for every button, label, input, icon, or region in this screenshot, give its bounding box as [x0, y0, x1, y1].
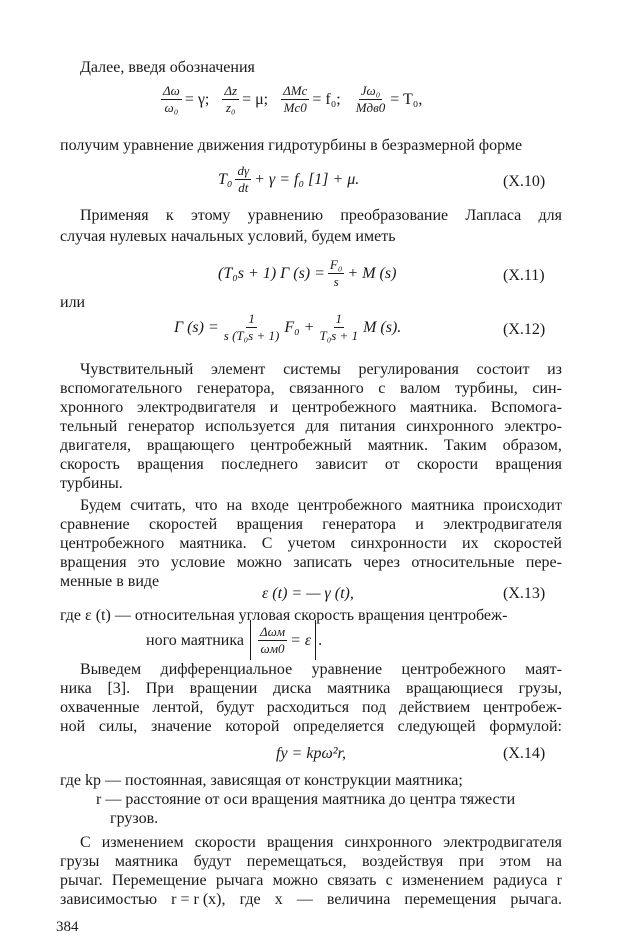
def-rhs-gamma: = γ;: [184, 91, 210, 108]
eq12-rest: M (s).: [363, 319, 402, 336]
paragraph-line: хронного электродвигателя и центробежного маятника. Вспомога-: [60, 399, 562, 416]
where-r-line-2: грузов.: [110, 810, 159, 827]
eq10-t0: T₀: [218, 171, 233, 188]
paragraph-line: турбины.: [60, 475, 123, 492]
paragraph-line: Будем считать, что на входе центробежного маятника происходит: [80, 497, 562, 514]
equation-x13: ε (t) = — γ (t),: [262, 585, 354, 602]
paragraph-line: скорость вращения последнего зависит от скорости вращения: [60, 456, 562, 473]
where-r-line: r — расстояние от оси вращения маятника до центра тяжести: [96, 791, 516, 808]
paragraph-line: Чувствительный элемент системы регулирования состоит из: [80, 361, 562, 378]
equation-number-x10: (X.10): [503, 173, 546, 190]
equation-number-x12: (X.12): [503, 321, 546, 338]
equation-number-x14: (X.14): [503, 745, 546, 762]
equation-number-x13: (X.13): [503, 585, 546, 602]
def-rhs-f0: = f₀;: [312, 91, 341, 108]
word-or: или: [60, 294, 86, 311]
def-fraction-omega: $\frac{\Delta\omega}{\text{ω₀}}$: [163, 83, 180, 115]
eq12-mid: F₀ +: [284, 319, 315, 336]
eps-after: .: [318, 631, 323, 649]
abs-expression: [250, 620, 316, 660]
equation-number-x11: (X.11): [503, 267, 545, 284]
def-rhs-mu: = μ;: [242, 91, 269, 108]
eq10-fraction: $\frac{d\gamma}{dt}$: [237, 163, 250, 195]
where-eps-line: где ε (t) — относительная угловая скорость вращения центробеж-: [60, 607, 508, 624]
eq12-fraction-1: $\frac{1}{\text{s (T₀s + 1)}}$: [223, 311, 280, 343]
def-rhs-t0: = T₀,: [390, 91, 423, 108]
equation-x11: [218, 258, 396, 289]
def-fraction-j: $\frac{\text{Jω₀}}{\text{Mдв0}}$: [355, 83, 386, 115]
equation-x14: fy = kpω²r,: [276, 745, 346, 762]
eq10-rest: + γ = f₀ [1] + μ.: [254, 171, 360, 188]
equation-x10: [218, 164, 359, 195]
paragraph-line: сравнение скоростей вращения генератора и электродвигателя: [60, 516, 562, 533]
where-kp-line: где kp — постоянная, зависящая от конструкции маятника;: [60, 772, 463, 789]
paragraph-line: ника [3]. При вращении диска маятника вращающиеся грузы,: [60, 680, 562, 697]
eq12-lhs: Γ (s) =: [174, 319, 219, 336]
equation-x12: [174, 312, 401, 343]
paragraph-line: случая нулевых начальных условий, будем иметь: [60, 228, 396, 245]
eq12-fraction-2: $\frac{1}{\text{T₀s + 1}}$: [319, 311, 359, 343]
paragraph-line: двигателя, вращающего центробежный маятник. Таким образом,: [60, 437, 562, 454]
paragraph-line: вращения это условие можно записать через относительные пере-: [60, 554, 562, 571]
paragraph-line: охваченные лентой, будут расходиться под действием центробеж-: [60, 699, 562, 716]
eq11-fraction: $\frac{\text{F₀}}{s}$: [329, 257, 343, 289]
paragraph-line: Выведем дифференциальное уравнение центробежного маят-: [80, 661, 562, 678]
paragraph-line: тельный генератор используется для питания синхронного электро-: [60, 418, 562, 435]
def-fraction-z: $\frac{\Delta z}{\text{z₀}}$: [224, 83, 238, 115]
where-eps-text: ного маятника: [146, 631, 244, 649]
paragraph-line: грузы маятника будут перемещаться, воздействуя при этом на: [60, 853, 562, 870]
paragraph-line: С изменением скорости вращения синхронного электродвигателя: [80, 834, 562, 851]
def-fraction-mc: $\frac{\text{ΔMc}}{Mc0}$: [283, 83, 308, 115]
intro-line: Далее, введя обозначения: [80, 59, 255, 76]
eq11-rest: + M (s): [347, 265, 397, 282]
paragraph-line: центробежного маятника. С учетом синхронности их скоростей: [60, 535, 562, 552]
eps-fraction: $\frac{\text{Δωм}}{\omega м0}$: [259, 623, 286, 656]
paragraph-line: вспомогательного генератора, связанного с валом турбины, син-: [60, 380, 562, 397]
where-eps-line-2: [146, 620, 322, 660]
paragraph-line: рычаг. Перемещение рычага можно связать с изменением радиуса r: [60, 872, 562, 889]
paragraph-line: менные в виде: [60, 573, 160, 590]
paragraph-line: Применяя к этому уравнению преобразование Лапласа для: [80, 207, 562, 224]
definitions-formula: [158, 84, 422, 115]
paragraph-line: зависимостью r = r (x), где x — величина перемещения рычага.: [60, 891, 562, 908]
page-number: 384: [56, 919, 79, 935]
eq11-lhs: (T₀s + 1) Γ (s) =: [218, 265, 325, 282]
paragraph-line: ной силы, значение которой определяется следующей формулой:: [60, 718, 562, 735]
eps-rhs: = ε: [290, 631, 312, 649]
paragraph-line: получим уравнение движения гидротурбины в безразмерной форме: [60, 137, 523, 154]
